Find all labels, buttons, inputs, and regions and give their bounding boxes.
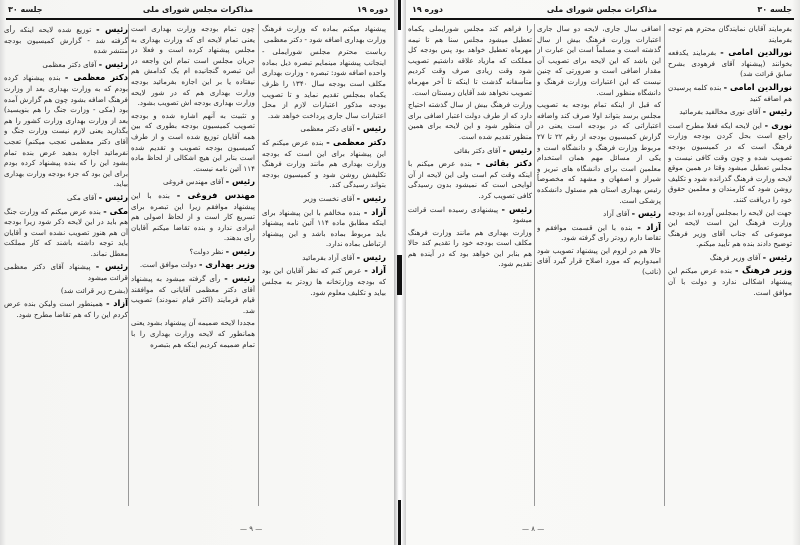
paragraph [668, 106, 792, 118]
paragraph [262, 24, 386, 45]
paragraph [537, 222, 661, 244]
paragraph-text: آقای دکتر بقائی [453, 145, 501, 155]
paragraph [131, 24, 255, 109]
paragraph-text: آقای آزاد بفرمائید [302, 252, 355, 262]
paragraph [408, 24, 532, 98]
paragraph [668, 252, 792, 264]
paragraph-text: و تثبیت به آنهم اشاره شده و بودجه تصویب کمیسیون بودجه بطوری که بین همه آقایان توزیع شده است و از طرف کمیسیون بودجه تصویب و تقدیم شده است بنابر این هیچ اشکالی از لحاظ ماده ۱۱۴ آئین نامه نیست. [131, 110, 255, 173]
paragraph [537, 208, 661, 220]
paragraph [131, 259, 255, 271]
paragraph [4, 59, 128, 71]
paragraph [537, 100, 661, 206]
paragraph-text: بنده با این قسمت موافقم و تقاضا دارم زودتر رأی گرفته شود. [537, 222, 661, 243]
speaker-name: وزیر فرهنگ - [734, 265, 792, 276]
paragraph-text: بنده عرض میکنم این پیشنهاد اشکالی ندارد و دولت با آن موافق است. [668, 266, 792, 297]
paragraph-text: وزارت فرهنگ بیش از سال گذشته احتیاج دارد که از طرف دولت اعتبار اضافی برای آن منظور شود و این لایحه برای همین منظور تقدیم شده است. [408, 100, 532, 141]
left-page [0, 0, 396, 545]
paragraph [408, 204, 532, 226]
binding-staple [397, 255, 402, 295]
paragraph-text: بنده پیشنهاد کرده بودم که به وزارت بهداری بعد از وزارت فرهنگ اضافه بشود چون هم گزارش آمده بود (مکی - وزارت جنگ را هم بنویسید) بعد از وزارت بهداری وزارت کشور را هم بگذارید یعنی لازم نیست وزارت جنگ و آقای دکتر معظمی تعجب میکنم) تعجب نفرمائید اجازه بدهید عرض بنده تمام بشود این را که بنده پیشنهاد کرده بودم برای این بود که جزء بودجه وزارت بهداری بیاید. [4, 73, 128, 189]
paragraph-text: نظر دولت؟ [189, 246, 224, 256]
paragraph [537, 24, 661, 98]
speaker-name: رئیس - [98, 58, 128, 69]
paragraph [262, 252, 386, 264]
publication-title: مذاکرات مجلس شورای ملی [546, 5, 658, 14]
speaker-name: مکی - [103, 205, 128, 216]
paragraph-text: آقای مهندس فروغی [163, 177, 224, 187]
paragraph-text: بنده مخالفم با این پیشنهاد برای اینکه مطابق ماده ۱۱۴ آئین نامه پیشنهاد باید مربوط بماده باشد و این پیشنهاد ارتباطی بماده ندارد. [262, 207, 386, 249]
paragraph [262, 265, 386, 298]
paragraph [4, 298, 128, 320]
speaker-name: رئیس - [502, 144, 532, 155]
speaker-name: رئیس - [501, 203, 532, 214]
page-header [8, 5, 388, 17]
paragraph [408, 145, 532, 157]
paragraph [131, 273, 255, 316]
paragraph-text: (بشرح زیر قرائت شد) [60, 285, 128, 295]
paragraph [668, 265, 792, 298]
paragraph [131, 111, 255, 175]
session-label: جلسه ۳۰ [757, 5, 792, 14]
column-3 [408, 24, 532, 506]
paragraph [262, 207, 386, 250]
speaker-name: مهندس فروغی - [176, 189, 255, 200]
paragraph-text: چون تمام بودجه وزارت بهداری است یعنی تمام لایحه ای که وزارت بهداری به مجلس پیشنهاد کرده است و فعلا در جریان مجلس است تمام این واجعه در این تبصره گنجانیده ام یک کدامش هم نیفتاده یا بر این اجازه بفرمائید بودجه وزارت بهداری هم که در شور لایحه وزارت بهداری بودجه اش تصویب بشود. [131, 24, 255, 108]
paragraph-text: مجددا لایحه ضمیمه آن پیشنهاد بشود یعنی همانطور که لایحه وزارت بهداری را با تمام ضمیمه کردیم اینکه هم بتبصره [131, 318, 255, 349]
term-label: دوره ۱۹ [412, 5, 443, 14]
column-1 [668, 24, 792, 506]
paragraph [4, 261, 128, 283]
paragraph-text: وزارت بهداری هم مانند وزارت فرهنگ مکلف است بودجه خود را تقدیم کند حالا هم بنابر این خواهد بود که در آینده هم تقدیم شود. [408, 227, 532, 269]
column-divider [534, 24, 535, 506]
paragraph [4, 192, 128, 204]
paragraph-text: آقای نوری مخالفید بفرمائید [679, 107, 761, 117]
paragraph [408, 158, 532, 201]
paragraph-text: بفرمایند آقایان نمایندگان محترم هم توجه بفرمایند [668, 24, 792, 44]
speaker-name: نورالدین امامی - [720, 47, 792, 58]
paragraph [408, 228, 532, 270]
paragraph [537, 246, 661, 278]
paragraph-text: بنده با این پیشنهاد موافقم زیرا این تبصره برای تسریع کار است و از لحاظ اصولی هم ایرادی ندارد و بنده تقاضا میکنم آقایان رأی بدهند. [131, 190, 255, 243]
paragraph [668, 208, 792, 250]
paragraph [4, 286, 128, 297]
speaker-name: رئیس - [356, 123, 386, 134]
paragraph-text: بنده عرض میکنم با اینکه وقت کم است ولی این لایحه از آن لوایحی است که نمیشود بدون رسیدگی کافی تصویب کرد. [408, 159, 532, 200]
speaker-name: رئیس - [224, 273, 255, 284]
column-2 [537, 24, 661, 506]
page-number: — ۸ — [522, 525, 545, 533]
paragraph-text: همینطور است ولیکن بنده عرض کردم این را که هم تقاضا مطرح شود. [4, 299, 128, 319]
speaker-name: دکتر معظمی - [64, 72, 128, 83]
speaker-name: رئیس - [762, 106, 792, 117]
paragraph [131, 318, 255, 350]
paragraph-text: عرض کنم که نظر آقایان این بود که بودجه وزارتخانه ها زودتر به مجلس بیاید و تکلیف معلوم شود. [262, 266, 386, 297]
speaker-name: نوری - [764, 119, 792, 130]
paragraph-text: این لایحه ایکه فعلا مطرح است راجع است بحل کردن بودجه وزارت فرهنگ است که در کمیسیون بودجه تصویب شده و چون وقت کافی نیست و مجلس تعطیل میشود وقتا در همین موقع لایحه وزارت فرهنگ گذرانده شود و تکلیف روشن شود که کارمندان و معلمین حقوق خود را دریافت کنند. [668, 120, 792, 204]
speaker-name: آزاد - [106, 298, 128, 309]
paragraph [131, 190, 255, 244]
paragraph-text: که قبل از اینکه تمام بودجه به تصویب مجلس برسد بتواند اولا صرف کند واضافه اعتباراتی که در بودجه است یعنی در گزارش کمیسیون بودجه از رقم ۲۲ تا ۲۷ مربوط وزارت فرهنگ و دانشگاه است و یکی از مسائل مهم همان استخدام معلمین است برای دانشگاه های تبریز و شیراز و اصفهان و مشهد که مخصوصاً رئیس بهداری استان هم مسئول دانشکده پزشکی است. [537, 100, 661, 205]
paragraph [668, 82, 792, 104]
speaker-name: دکتر بقائی - [476, 158, 532, 169]
header-rule [410, 18, 794, 20]
paragraph-text: ریاست محترم مجلس شورایملی - اینجانب پیشنهاد مینمایم تبصره ذیل بماده واحده اضافه شود: تبصره - وزارت بهداری مکلف است بودجه سال ۱۳۴۰ را ظرف یکماه بمجلس تقدیم نماید و تا تصویب بودجه مذکور اعتبارات لازم از محل اعتبارات سال جاری پرداخت خواهد شد. [262, 47, 386, 120]
speaker-name: نورالدین امامی - [723, 81, 792, 92]
column-1 [262, 24, 386, 506]
paragraph [668, 47, 792, 80]
speaker-name: رئیس - [98, 191, 128, 202]
paragraph-text: توزیع شده لایحه اینکه رأی گرفته شد - گزارش کمیسیون بودجه منتشر شده [4, 25, 128, 56]
paragraph [131, 176, 255, 188]
paragraph-text: آقای دکتر معظمی [300, 124, 355, 134]
speaker-name: رئیس - [356, 192, 386, 203]
term-label: دوره ۱۹ [357, 5, 388, 14]
paragraph [262, 123, 386, 135]
column-divider [258, 24, 259, 506]
paragraph-text: حالا هم در لزوم این پیشنهاد تصویب شود امیدواریم که مورد اصلاح قرار گیرد آقای (نائب) [537, 245, 661, 277]
paragraph-text: بنده عرض میکنم که وزارت جنگ هم باید در این لایحه ذکر شود زیرا بودجه آن هم هنوز تصویب نشده است و آقایان باید توجه داشته باشند که کار مملکت معطل نماند. [4, 206, 128, 258]
column-divider [128, 24, 129, 506]
column-2 [131, 24, 255, 506]
paragraph [131, 246, 255, 258]
speaker-name: رئیس - [631, 208, 661, 219]
speaker-name: وزیر بهداری - [198, 259, 255, 270]
speaker-name: رئیس - [762, 251, 792, 262]
paragraph [4, 206, 128, 260]
paragraph [262, 47, 386, 121]
paragraph-text: آقای آزاد [603, 209, 630, 219]
speaker-name: دکتر معظمی - [326, 136, 386, 147]
column-3 [4, 24, 128, 506]
speaker-name: رئیس - [95, 261, 128, 272]
speaker-name: آزاد - [363, 206, 386, 217]
paragraph-text: دولت موافق است. [139, 260, 197, 270]
right-page [404, 0, 800, 545]
paragraph [262, 137, 386, 191]
column-divider [664, 24, 665, 506]
publication-title: مذاکرات مجلس شورای ملی [142, 5, 254, 14]
paragraph-text: رأی گرفته میشود به پیشنهاد آقای دکتر معظمی آقایانی که موافقند قیام فرمایند (اکثر قیام نمودند) تصویب شد. [131, 274, 255, 315]
paragraph-text: آقای دکتر معظمی [42, 59, 97, 69]
paragraph [262, 193, 386, 205]
header-rule [6, 18, 390, 20]
speaker-name: رئیس - [225, 176, 255, 187]
speaker-name: رئیس - [96, 24, 128, 34]
paragraph-text: پیشنهاد میکنم بماده که وزارت فرهنگ وزارت بهداری اضافه شود - دکتر معظمی [262, 24, 386, 44]
speaker-name: آزاد - [637, 221, 661, 232]
page-header [412, 5, 792, 17]
paragraph-text: پیشنهادی رسیده است قرائت میشود [408, 204, 532, 225]
speaker-name: رئیس - [356, 251, 386, 262]
paragraph-text: پیشنهاد آقای دکتر معظمی قرائت میشود [4, 262, 128, 283]
paragraph [668, 120, 792, 206]
speaker-name: آزاد - [364, 265, 386, 276]
binding-staple [398, 0, 401, 30]
session-label: جلسه ۳۰ [8, 5, 43, 14]
binding-staple [398, 500, 401, 545]
paragraph-text: بنده کلمه پرسیدن هم اضافه کنید [668, 82, 792, 103]
paragraph-text: آقای وزیر فرهنگ [709, 252, 761, 262]
page-number: — ۹ — [240, 525, 263, 533]
paragraph [4, 24, 128, 57]
paragraph-text: آقای مکی [67, 192, 97, 202]
paragraph-text: اضافی سال جاری، لایحه دو سال جاری اعتبارات وزارت فرهنگ بیش از سال گذشته است و مسلماً است این عبارت از این باشد که این لایحه برای تصویب آن مقدار اضافی است و ضرورتی که چنین نیست که این اعتبارات وزارت فرهنگ و دانشگاه منظور است. [537, 24, 661, 97]
paragraph-text: جهت این لایحه را بمجلس آورده اند بودجه وزارت فرهنگ این است لایحه این موضوعی که جناب آقای وزیر فرهنگ توضیح دادند بنده هم تأیید میکنم. [668, 207, 792, 249]
paragraph-text: بنده عرض میکنم که این پیشنهاد برای این است که بودجه وزارت بهداری هم مانند وزارت فرهنگ تکلیفش روشن شود و کمیسیون بودجه بتواند رسیدگی کند. [262, 137, 386, 190]
speaker-name: رئیس - [225, 245, 255, 256]
paragraph-text: آقای نخست وزیر [303, 193, 355, 203]
paragraph-text: بفرمایند یکدفعه بخوانند (پیشنهاد آقای فرهودی بشرح سابق قرائت شد) [668, 48, 792, 79]
paragraph [408, 100, 532, 142]
paragraph [668, 24, 792, 45]
paragraph [4, 72, 128, 190]
paragraph-text: را فراهم کند مجلس شورایملی یکماه تعطیل میشود مجلس سنا هم تا نیمه مهرماه تعطیل خواهد بود پس بودجه کل مملکت که مازیاد علاقه داشتیم تصویب شود وقت زیادی صرف وقت کردیم متأسفانه گذشت تا اینکه تا آخر مهرماه تصویب نخواهد شد آقایان زمستان است. [408, 24, 532, 97]
